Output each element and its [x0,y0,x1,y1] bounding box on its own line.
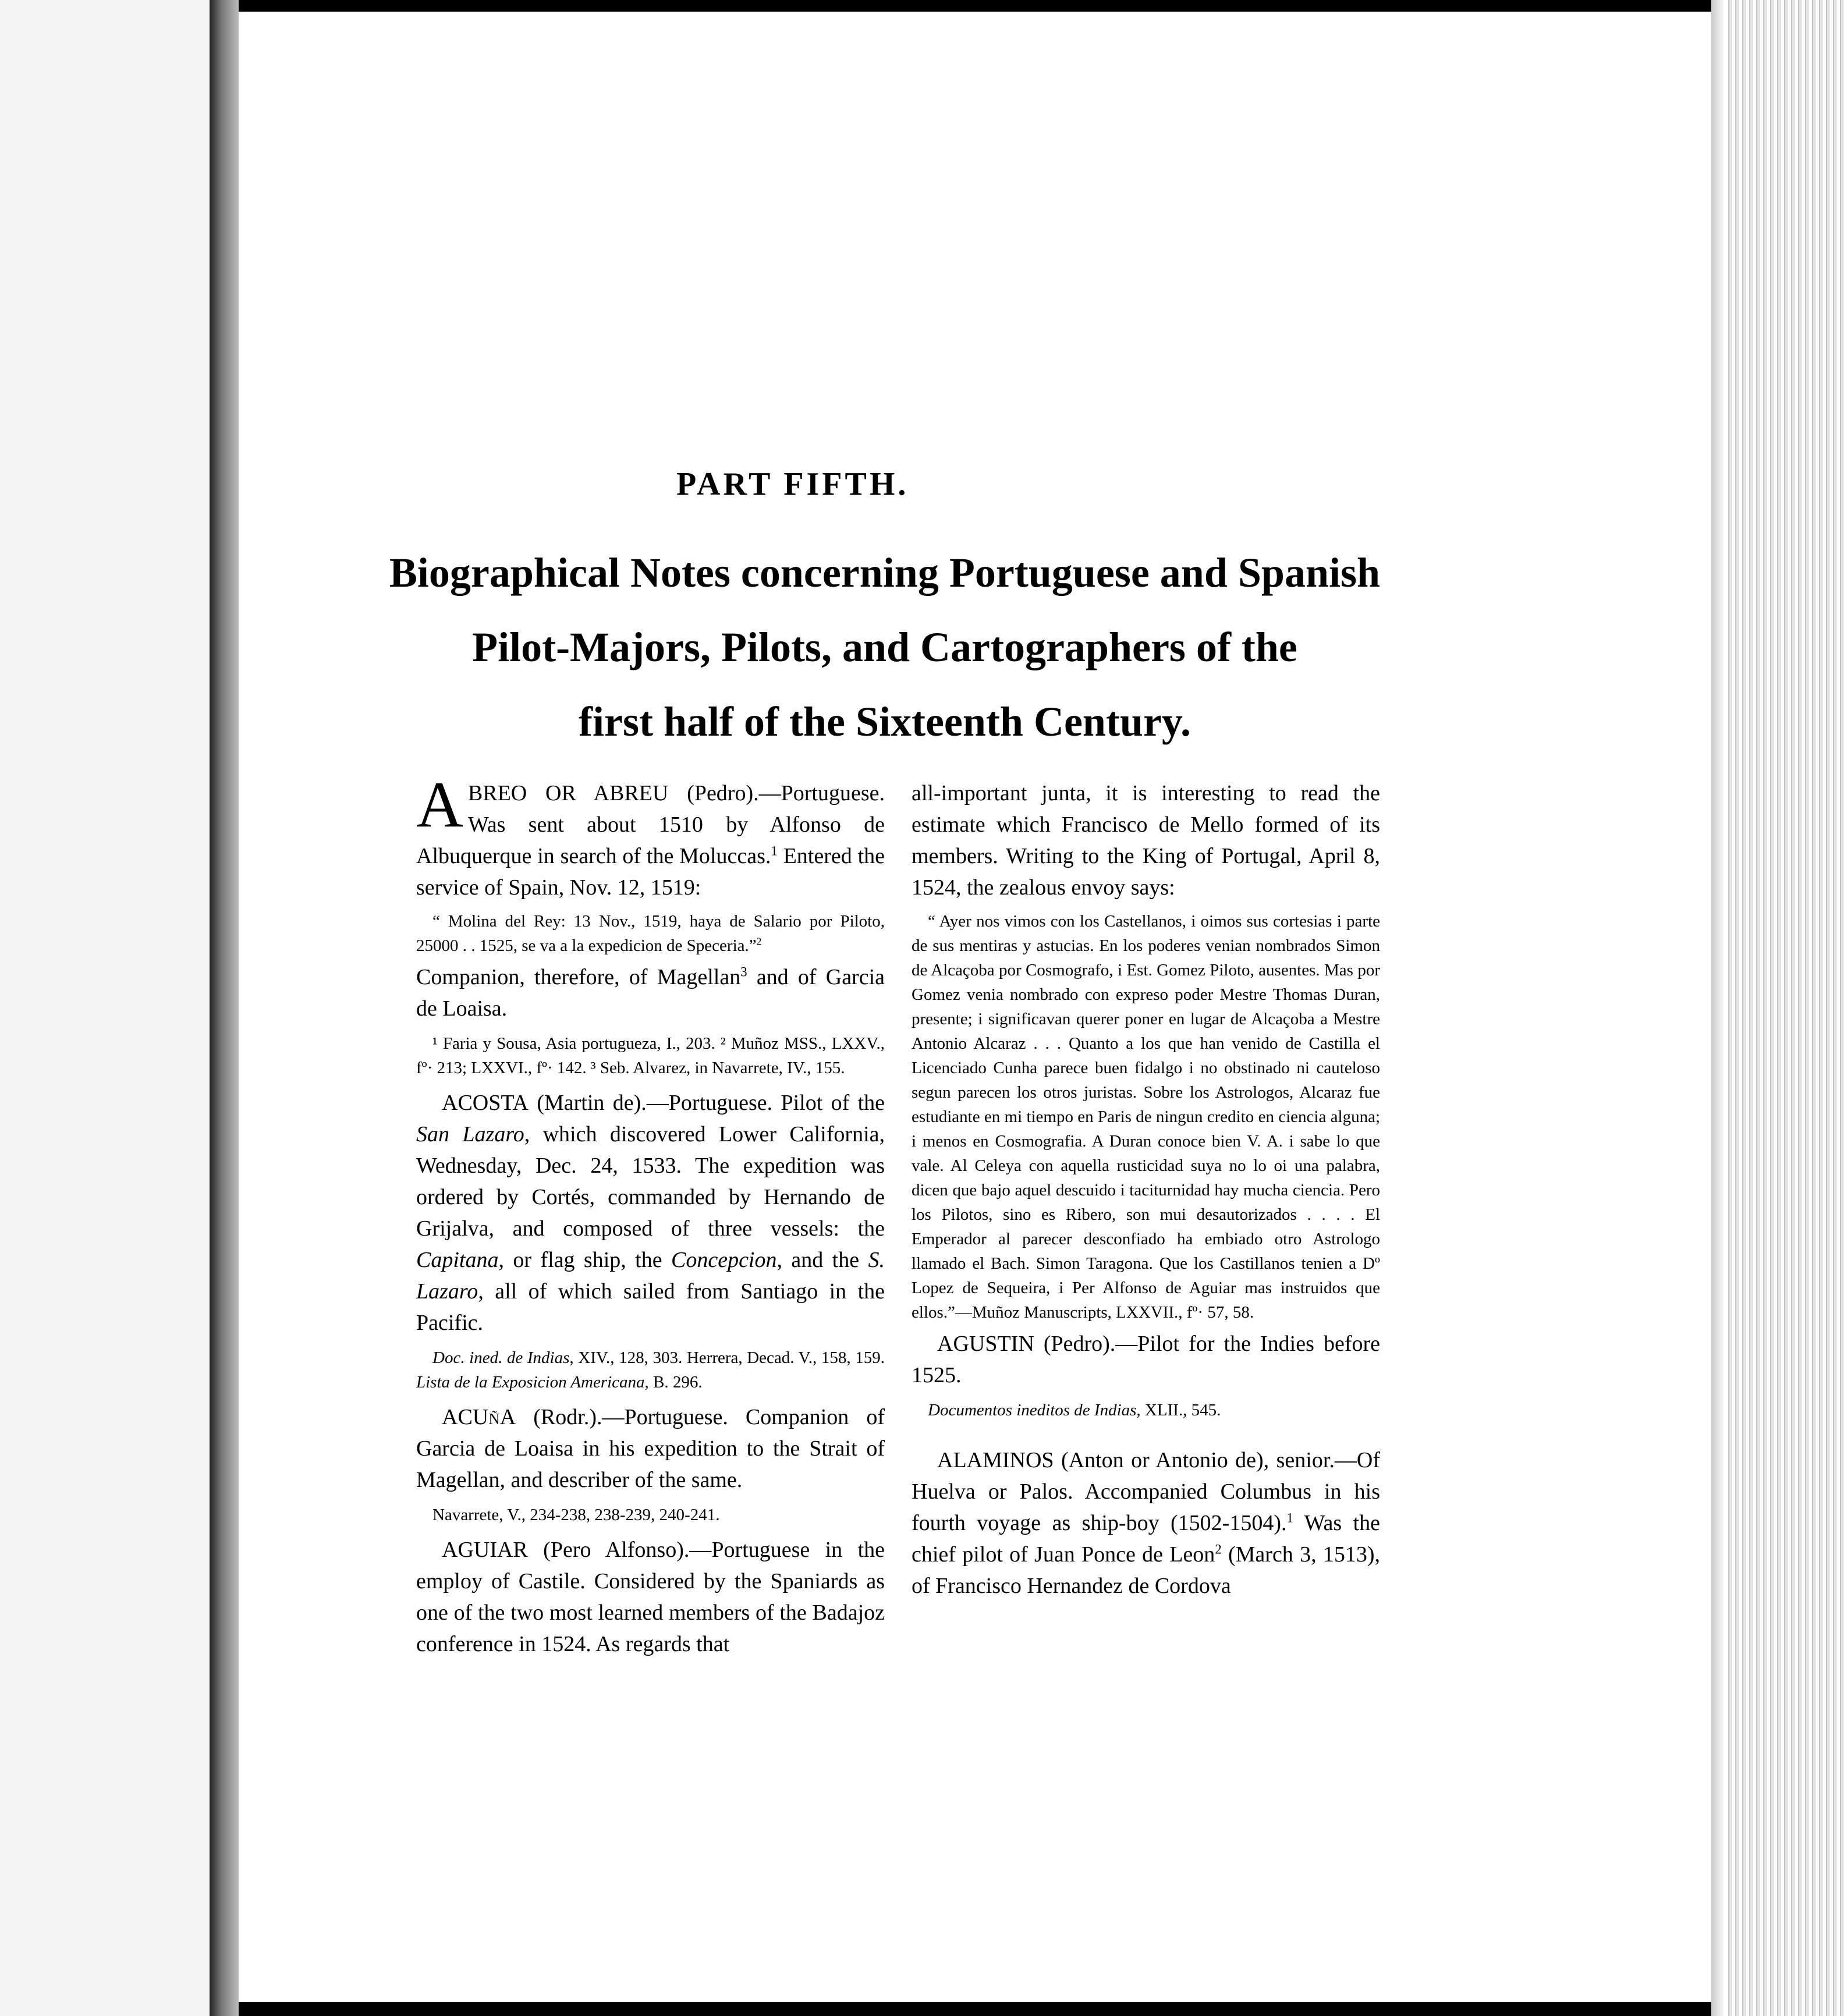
entry-aguiar-cont: all-important junta, it is interesting to read the estimate which Francisco de Mello formed of its members. Writing to the King of Portugal, April 8, 1524, the zealous envoy says: [912,781,1380,900]
reference-agustin: Documentos ineditos de Indias, XLII., 545. [928,1401,1221,1419]
reference-acuna: Navarrete, V., 234-238, 238-239, 240-241. [432,1506,720,1524]
entry-alaminos: ALAMINOS (Anton or Antonio de), senior.—Of Huelva or Palos. Accompanied Columbus in his fourth voyage as ship-boy (1502-1504).$^1$ Was the chief pilot of Juan Ponce de Leon$^2$ (March 3, 1513), of Francisco Hernandez de Cordova [912,1448,1381,1598]
entry-head-abreo: BREO OR ABREU [467,781,669,805]
subtitle-line-1: Biographical Notes concerning Portuguese and Spanish [389,549,1381,596]
facing-page [0,0,212,2016]
entry-acosta: ACOSTA (Martin de).—Portuguese. Pilot of the San Lazaro, which discovered Lower California, Wednesday, Dec. 24, 1533. The expedition was ordered by Cortés, commanded by Hernando de Grijalva, and composed of three vessels: the Capitana, or flag ship, the Concepcion, and the S. Lazaro, all of which sailed from Santiago in the Pacific. [416,1091,885,1335]
subtitle-line-2: Pilot-Majors, Pilots, and Cartographers of the [472,624,1297,670]
entry-head-agustin: AGUSTIN [937,1332,1034,1356]
entry-abreo-cont: Companion, therefore, of Magellan$^3$ and of Garcia de Loaisa. [416,964,885,1021]
subtitle-line-3: first half of the Sixteenth Century. [579,698,1191,745]
entry-abreo: ABREO OR ABREU (Pedro).—Portuguese. Was sent about 1510 by Alfonso de Albuquerque in search of the Moluccas.$^1$ Entered the service of Spain, Nov. 12, 1519: [416,769,885,900]
right-column [912,778,1380,1604]
book-gutter [210,0,239,2016]
left-column [416,769,885,1662]
entry-agustin: AGUSTIN (Pedro).—Pilot for the Indies before 1525. [912,1332,1380,1387]
entry-aguiar: AGUIAR (Pero Alfonso).—Portuguese in the employ of Castile. Considered by the Spaniards as one of the two most learned members of the Badajoz conference in 1524. As regards that [416,1538,885,1656]
page-edges [1711,0,1844,2016]
part-title: PART FIFTH. [676,466,909,502]
footnotes-abreo: ¹ Faria y Sousa, Asia portugueza, I., 203. ² Muñoz MSS., LXXV., fº· 213; LXXVI., fº· 142. ³ Seb. Alvarez, in Navarrete, IV., 155. [416,1034,885,1077]
quote-abreo: “ Molina del Rey: 13 Nov., 1519, haya de Salario por Piloto, 25000 . . 1525, se va a la expedicion de Speceria.”$^2$ [416,912,885,955]
entry-head-acuna: ACUñA [442,1405,516,1429]
entry-head-aguiar: AGUIAR [442,1538,528,1562]
entry-head-acosta: ACOSTA [442,1091,529,1115]
chapter-subtitle [373,535,1397,759]
quote-mello: “ Ayer nos vimos con los Castellanos, i oimos sus cortesias i parte de sus mentiras y astucias. En los poderes venian nombrados Simon de Alcaçoba por Cosmografo, i Est. Gomez Piloto, ausentes. Mas por Gomez venia nombrado con expreso poder Mestre Thomas Duran, presente; i significavan querer poner en lugar de Alcaçoba a Mestre Antonio Alcaraz . . . Quanto a los que han venido de Castilla el Licenciado Cunha parece buen fidalgo i no obstinado ni cauteloso segun parecen los otros juristas. Sobre los Astrologos, Alcaraz fue estudiante en mi tiempo en Paris de ningun credito en ciencia alguna; i menos en Cosmografia. A Duran conoce bien V. A. i sabe lo que vale. Al Celeya con aquella rusticidad suya no lo oi una palabra, dicen que bajo aquel descuido i taciturnidad hay mucha ciencia. Pero los Pilotos, sino es Ribero, son mui desautorizados . . . . El Emperador al parecer desconfiado ha embiado otro Astrologo llamado el Bach. Simon Taragona. Que los Castillanos tenien a Dº Lopez de Sequeira, i Per Alfonso de Aguiar mas instruidos que ellos.”—Muñoz Manuscripts, LXXVII., fº· 57, 58. [912,912,1380,1322]
reference-acosta: Doc. ined. de Indias, XIV., 128, 303. Herrera, Decad. V., 158, 159. Lista de la Exposicion Americana, B. 296. [416,1348,885,1392]
entry-acuna: ACUñA (Rodr.).—Portuguese. Companion of Garcia de Loaisa in his expedition to the Strait of Magellan, and describer of the same. [416,1405,885,1492]
drop-cap: A [416,769,463,841]
entry-head-alaminos: ALAMINOS [937,1448,1054,1472]
